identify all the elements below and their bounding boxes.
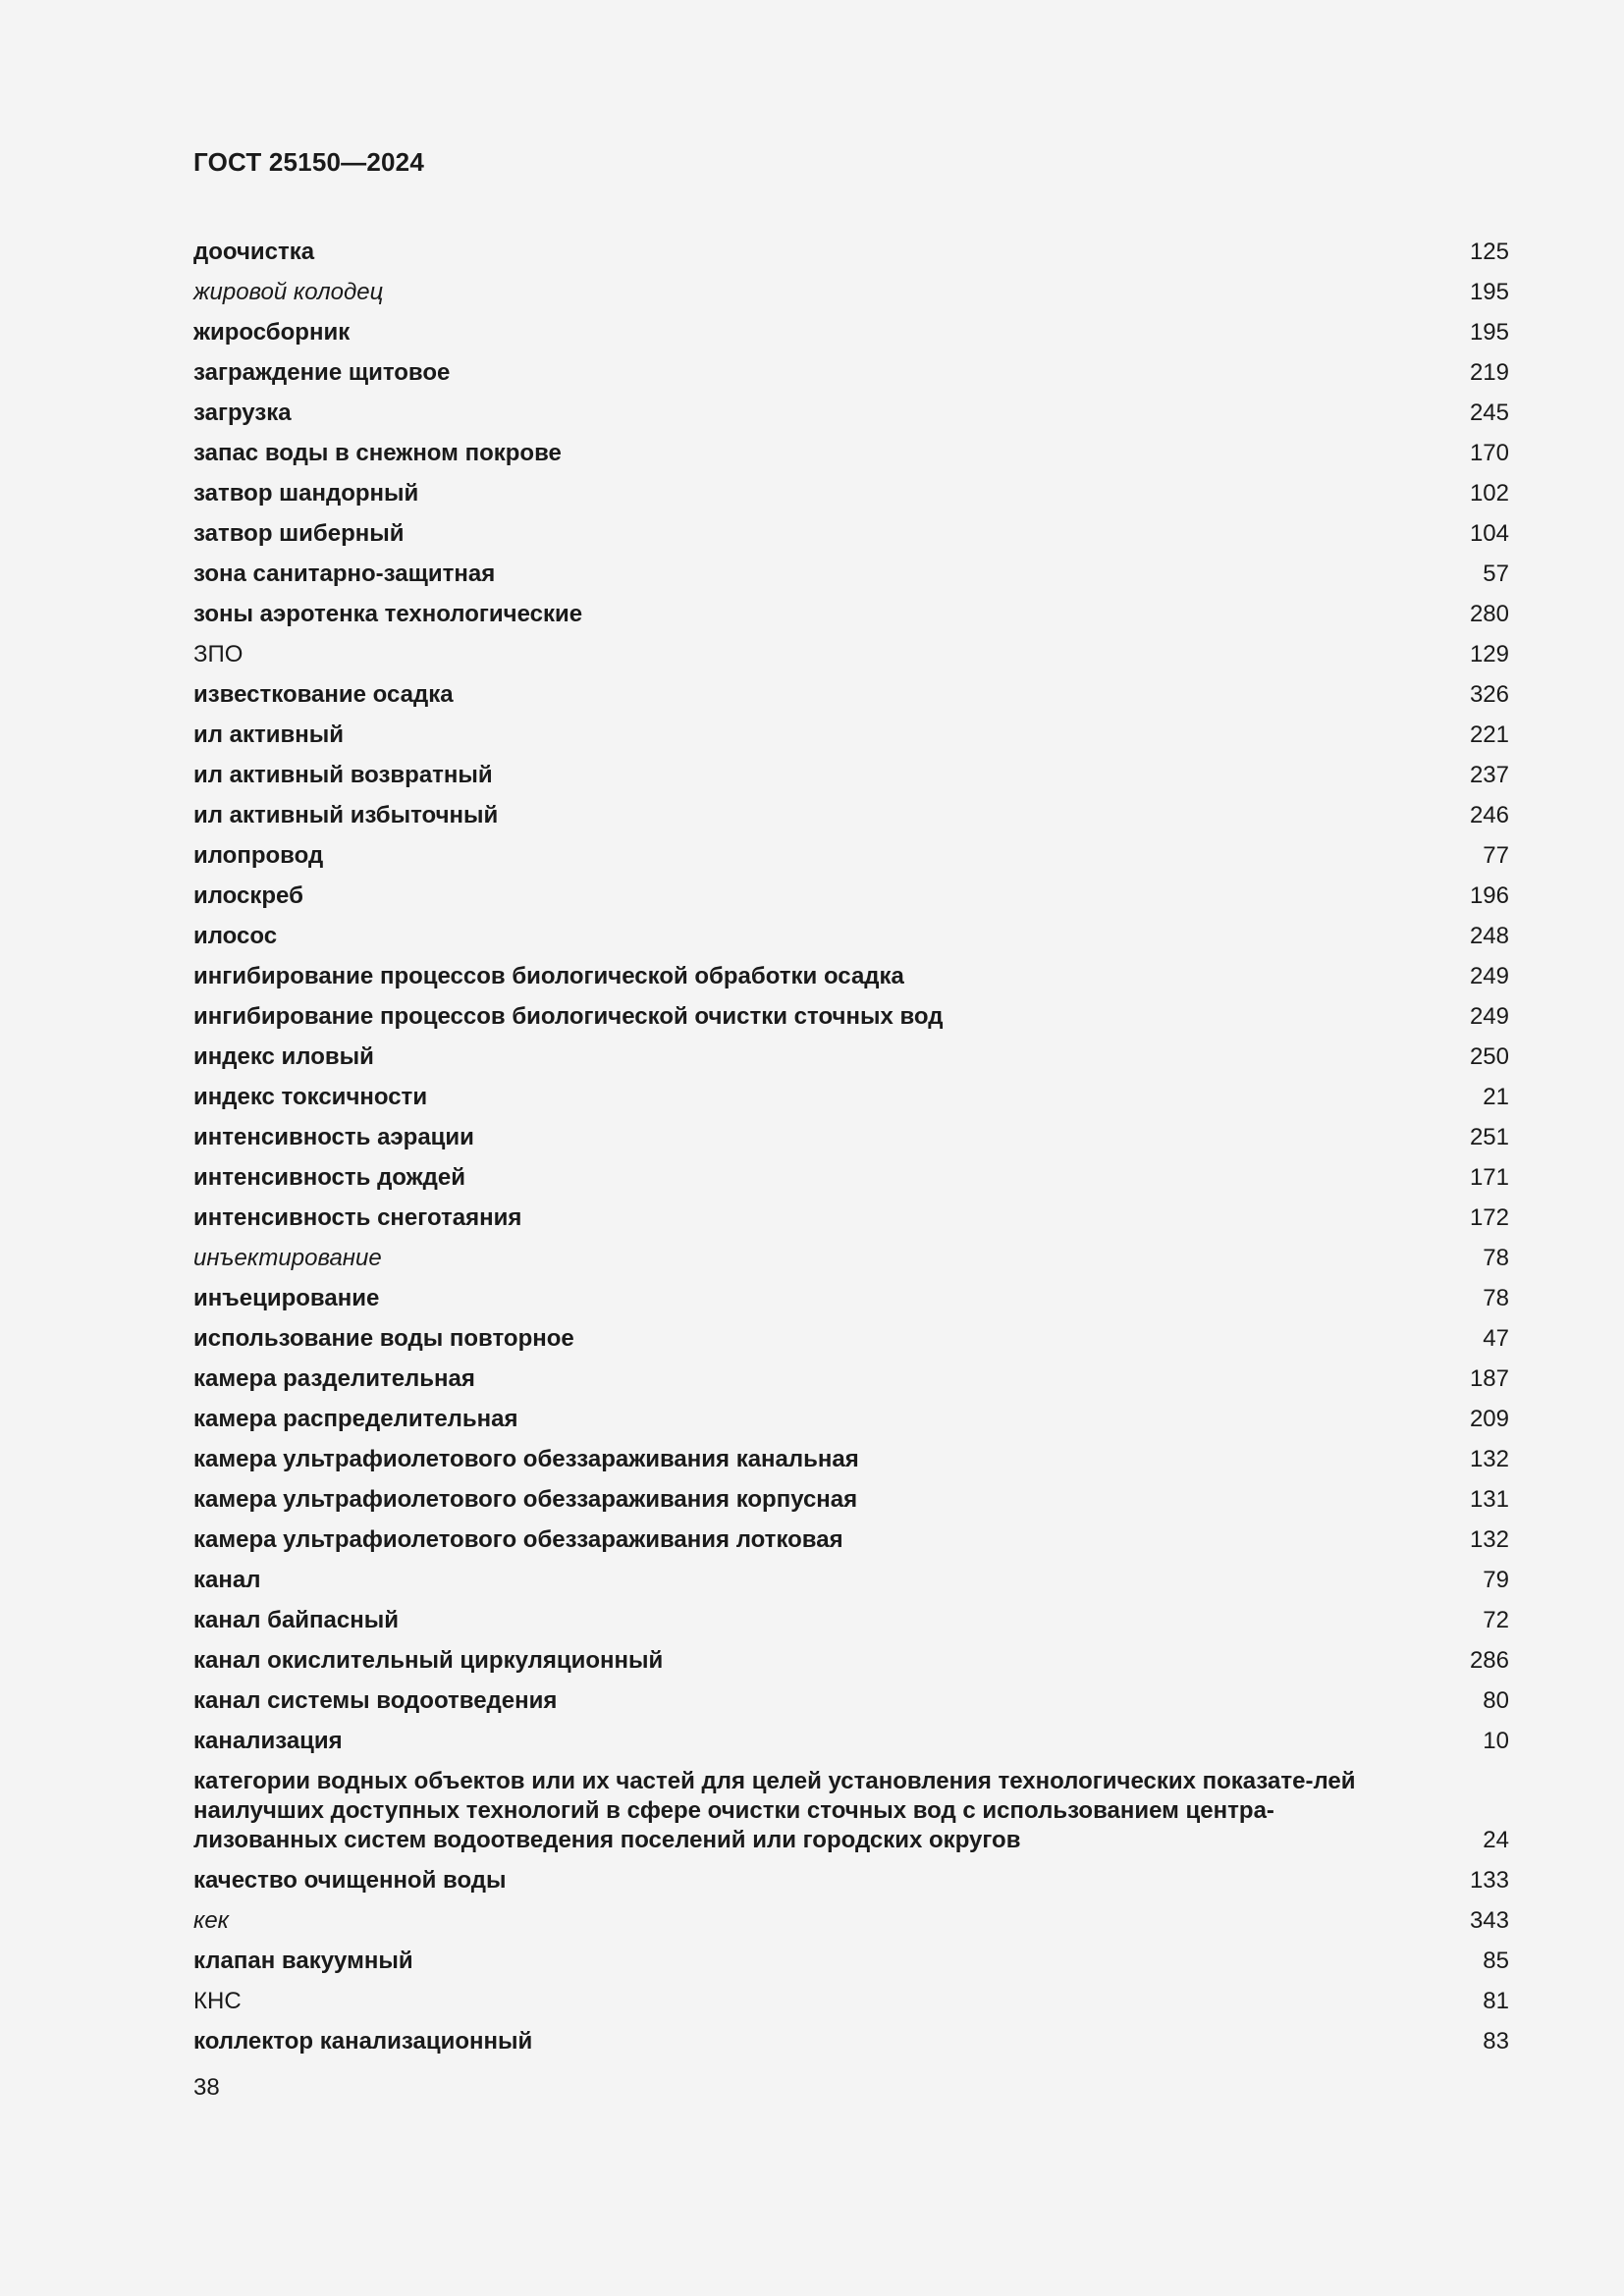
index-term: затвор шандорный bbox=[193, 479, 419, 507]
index-term: камера ультрафиолетового обеззараживания корпусная bbox=[193, 1485, 858, 1513]
index-entry bbox=[193, 755, 1509, 795]
index-term: канал системы водоотведения bbox=[193, 1686, 558, 1714]
index-term: зона санитарно-защитная bbox=[193, 560, 496, 587]
index-term: КНС bbox=[193, 1987, 242, 2014]
index-page-ref: 249 bbox=[1469, 962, 1509, 989]
index-term: ил активный избыточный bbox=[193, 801, 499, 828]
index-entry bbox=[193, 1318, 1509, 1359]
index-page-ref: 221 bbox=[1469, 721, 1509, 748]
index-entry bbox=[193, 1860, 1509, 1900]
index-page-ref: 129 bbox=[1469, 640, 1509, 667]
index-term: илопровод bbox=[193, 841, 324, 869]
index-term: известкование осадка bbox=[193, 680, 454, 708]
index-entry bbox=[193, 674, 1509, 715]
index-page-ref: 10 bbox=[1483, 1727, 1509, 1754]
index-page-ref: 21 bbox=[1483, 1083, 1509, 1110]
index-term: интенсивность аэрации bbox=[193, 1123, 474, 1150]
index-term: канализация bbox=[193, 1727, 343, 1754]
index-entry bbox=[193, 594, 1509, 634]
index-page-ref: 343 bbox=[1469, 1906, 1509, 1934]
index-entry bbox=[193, 835, 1509, 876]
index-term: заграждение щитовое bbox=[193, 358, 451, 386]
index-page-ref: 195 bbox=[1469, 278, 1509, 305]
index-page-ref: 85 bbox=[1483, 1947, 1509, 1974]
index-page-ref: 286 bbox=[1469, 1646, 1509, 1674]
index-term: канал bbox=[193, 1566, 261, 1593]
index-page-ref: 249 bbox=[1469, 1002, 1509, 1030]
index-page-ref: 131 bbox=[1469, 1485, 1509, 1513]
index-entry bbox=[193, 1721, 1509, 1761]
index-page-ref: 125 bbox=[1469, 238, 1509, 265]
index-entry bbox=[193, 1278, 1509, 1318]
index-entry bbox=[193, 352, 1509, 393]
index-term: камера ультрафиолетового обеззараживания канальная bbox=[193, 1445, 859, 1472]
index-page-ref: 250 bbox=[1469, 1042, 1509, 1070]
index-term: ил активный bbox=[193, 721, 345, 748]
index-page-ref: 24 bbox=[1483, 1826, 1509, 1853]
index-page-ref: 245 bbox=[1469, 399, 1509, 426]
index-term: жировой колодец bbox=[193, 278, 384, 305]
index-page-ref: 47 bbox=[1483, 1324, 1509, 1352]
index-page-ref: 196 bbox=[1469, 881, 1509, 909]
index-page-ref: 72 bbox=[1483, 1606, 1509, 1633]
index-entry bbox=[193, 1117, 1509, 1157]
index-term: илоскреб bbox=[193, 881, 303, 909]
index-term: канал байпасный bbox=[193, 1606, 399, 1633]
index-entry bbox=[193, 1198, 1509, 1238]
index-page-ref: 80 bbox=[1483, 1686, 1509, 1714]
index-term: камера разделительная bbox=[193, 1364, 475, 1392]
index-entry bbox=[193, 1900, 1509, 1941]
index-entry bbox=[193, 312, 1509, 352]
index-entry bbox=[193, 1681, 1509, 1721]
index-page-ref: 133 bbox=[1469, 1866, 1509, 1894]
index-term: качество очищенной воды bbox=[193, 1866, 507, 1894]
index-entry bbox=[193, 996, 1509, 1037]
index-entry bbox=[193, 1941, 1509, 1981]
index-term: интенсивность дождей bbox=[193, 1163, 465, 1191]
index-term: жиросборник bbox=[193, 318, 351, 346]
index-page-ref: 78 bbox=[1483, 1284, 1509, 1311]
index-term: затвор шиберный bbox=[193, 519, 405, 547]
index-entry bbox=[193, 2021, 1509, 2061]
index-page-ref: 77 bbox=[1483, 841, 1509, 869]
index-page-ref: 102 bbox=[1469, 479, 1509, 507]
index-page-ref: 81 bbox=[1483, 1987, 1509, 2014]
index-term: ингибирование процессов биологической обработки осадка bbox=[193, 962, 904, 989]
index-entry bbox=[193, 1520, 1509, 1560]
index-page-ref: 280 bbox=[1469, 600, 1509, 627]
index-entry bbox=[193, 1439, 1509, 1479]
index-entry bbox=[193, 473, 1509, 513]
index-entry bbox=[193, 513, 1509, 554]
index-entry bbox=[193, 1600, 1509, 1640]
index-term: ЗПО bbox=[193, 640, 244, 667]
index-entry bbox=[193, 1359, 1509, 1399]
index-entry bbox=[193, 1157, 1509, 1198]
index-entry bbox=[193, 1399, 1509, 1439]
index-page-ref: 57 bbox=[1483, 560, 1509, 587]
index-term: интенсивность снеготаяния bbox=[193, 1203, 522, 1231]
index-page-ref: 132 bbox=[1469, 1445, 1509, 1472]
index-entry bbox=[193, 634, 1509, 674]
index-entry bbox=[193, 433, 1509, 473]
index-term: коллектор канализационный bbox=[193, 2027, 533, 2055]
index-page-ref: 246 bbox=[1469, 801, 1509, 828]
index-term: клапан вакуумный bbox=[193, 1947, 413, 1974]
index-entry bbox=[193, 1077, 1509, 1117]
index-entry bbox=[193, 1238, 1509, 1278]
index-entry bbox=[193, 272, 1509, 312]
index-page-ref: 172 bbox=[1469, 1203, 1509, 1231]
document-header: ГОСТ 25150—2024 bbox=[193, 147, 424, 177]
index-term: индекс иловый bbox=[193, 1042, 374, 1070]
index-entry bbox=[193, 795, 1509, 835]
index-page-ref: 78 bbox=[1483, 1244, 1509, 1271]
index-term: запас воды в снежном покрове bbox=[193, 439, 562, 466]
index-term: загрузка bbox=[193, 399, 292, 426]
index-entry bbox=[193, 232, 1509, 272]
index-page-ref: 237 bbox=[1469, 761, 1509, 788]
index-term: канал окислительный циркуляционный bbox=[193, 1646, 664, 1674]
index-entry bbox=[193, 916, 1509, 956]
index-page-ref: 248 bbox=[1469, 922, 1509, 949]
index-term: инъецирование bbox=[193, 1284, 380, 1311]
index-page-ref: 251 bbox=[1469, 1123, 1509, 1150]
index-entry bbox=[193, 715, 1509, 755]
index-entry bbox=[193, 876, 1509, 916]
index-term: индекс токсичности bbox=[193, 1083, 428, 1110]
index-page-ref: 83 bbox=[1483, 2027, 1509, 2055]
index-page-ref: 104 bbox=[1469, 519, 1509, 547]
index-page-ref: 195 bbox=[1469, 318, 1509, 346]
index-entry bbox=[193, 1640, 1509, 1681]
index-page-ref: 219 bbox=[1469, 358, 1509, 386]
index-entry bbox=[193, 393, 1509, 433]
index-term: ингибирование процессов биологической очистки сточных вод bbox=[193, 1002, 944, 1030]
index-entry bbox=[193, 1981, 1509, 2021]
index-entry bbox=[193, 1037, 1509, 1077]
index-entry bbox=[193, 554, 1509, 594]
index-entry bbox=[193, 1560, 1509, 1600]
index-entry bbox=[193, 1479, 1509, 1520]
page-number: 38 bbox=[193, 2074, 220, 2101]
index-term: инъектирование bbox=[193, 1244, 382, 1271]
index-term: доочистка bbox=[193, 238, 315, 265]
index-term: зоны аэротенка технологические bbox=[193, 600, 583, 627]
alphabetical-index bbox=[193, 232, 1509, 2061]
index-page-ref: 132 bbox=[1469, 1525, 1509, 1553]
index-entry bbox=[193, 1761, 1509, 1860]
index-term: категории водных объектов или их частей для целей установления технологических показате-лей наилучших доступных технологий в сфере очистки сточных вод с использованием центра-лизованных систем водоотведения поселений или городских округов bbox=[193, 1767, 1356, 1853]
index-term: ил активный возвратный bbox=[193, 761, 493, 788]
index-term: использование воды повторное bbox=[193, 1324, 574, 1352]
index-term: камера распределительная bbox=[193, 1405, 518, 1432]
index-term: илосос bbox=[193, 922, 278, 949]
index-term: кек bbox=[193, 1906, 230, 1934]
index-page-ref: 326 bbox=[1469, 680, 1509, 708]
index-page-ref: 187 bbox=[1469, 1364, 1509, 1392]
index-page-ref: 170 bbox=[1469, 439, 1509, 466]
index-page-ref: 171 bbox=[1469, 1163, 1509, 1191]
index-entry bbox=[193, 956, 1509, 996]
index-term: камера ультрафиолетового обеззараживания лотковая bbox=[193, 1525, 843, 1553]
index-page-ref: 79 bbox=[1483, 1566, 1509, 1593]
index-page-ref: 209 bbox=[1469, 1405, 1509, 1432]
